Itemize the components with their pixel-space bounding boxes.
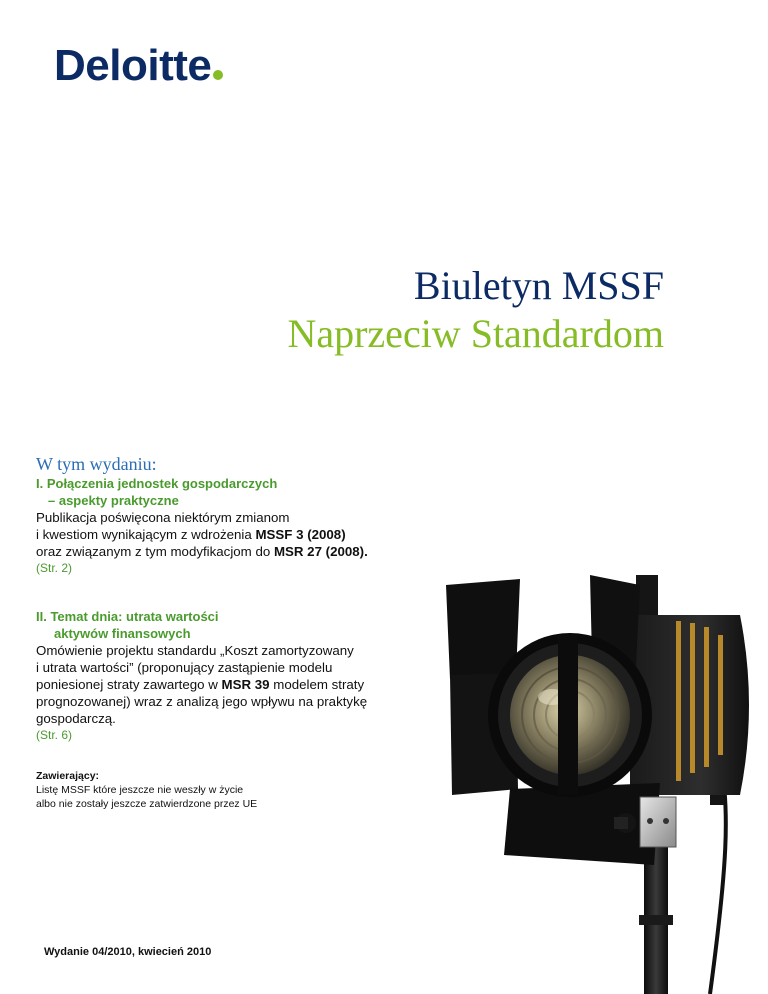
- section-1-heading-line-1: I. Połączenia jednostek gospodarczych: [36, 476, 278, 491]
- section-1-line-3-text: oraz związanym z tym modyfikacjom do: [36, 544, 274, 559]
- section-2-line-5: gospodarczą.: [36, 711, 116, 726]
- contains-label: Zawierający:: [36, 770, 100, 782]
- section-1-line-2: [36, 526, 476, 543]
- section-2-page-ref: (Str. 6): [36, 728, 73, 742]
- section-1-heading-line-2: – aspekty praktyczne: [48, 493, 179, 508]
- bulletin-title: [287, 262, 664, 358]
- deloitte-logo: [54, 41, 223, 90]
- logo-wordmark: Deloitte: [54, 41, 212, 90]
- contains-line-1: Listę MSSF które jeszcze nie weszły w życie: [36, 784, 244, 796]
- section-1-page-ref: (Str. 2): [36, 561, 73, 575]
- section-1-heading: [36, 475, 476, 509]
- section-2-line-2: i utrata wartości” (proponujący zastąpienie modelu: [36, 660, 333, 675]
- section-1-line-3: [36, 543, 476, 560]
- edition-info: Wydanie 04/2010, kwiecień 2010: [44, 946, 212, 958]
- contains-line-2: albo nie zostały jeszcze zatwierdzone przez UE: [36, 798, 258, 810]
- logo-dot-icon: [213, 70, 223, 80]
- issue-contents: [36, 453, 476, 811]
- section-2-line-4: prognozowanej) wraz z analizą jego wpływu na praktykę: [36, 694, 368, 709]
- section-1-line-2-text: i kwestiom wynikającym z wdrożenia: [36, 527, 256, 542]
- section-2-heading-line-2: aktywów finansowych: [54, 626, 191, 641]
- section-2-line-3-text-a: poniesionej straty zawartego w: [36, 677, 222, 692]
- studio-spotlight-icon: [440, 545, 768, 994]
- title-line-1: Biuletyn MSSF: [413, 263, 664, 308]
- in-issue-heading: W tym wydaniu:: [36, 454, 157, 474]
- section-2-heading: [36, 608, 476, 642]
- section-1-line-1: Publikacja poświęcona niektórym zmianom: [36, 510, 290, 525]
- section-1-standard-ref: MSSF 3 (2008): [255, 527, 346, 542]
- section-1-standard-ref-2: MSR 27 (2008).: [273, 544, 368, 559]
- section-2-standard-ref: MSR 39: [221, 677, 270, 692]
- section-2-heading-line-1: II. Temat dnia: utrata wartości: [36, 609, 219, 624]
- title-line-2: Naprzeciw Standardom: [287, 311, 664, 356]
- section-2-line-1: Omówienie projektu standardu „Koszt zamortyzowany: [36, 643, 354, 658]
- section-2-line-3: [36, 676, 476, 693]
- section-2-line-3-text-c: modelem straty: [269, 677, 365, 692]
